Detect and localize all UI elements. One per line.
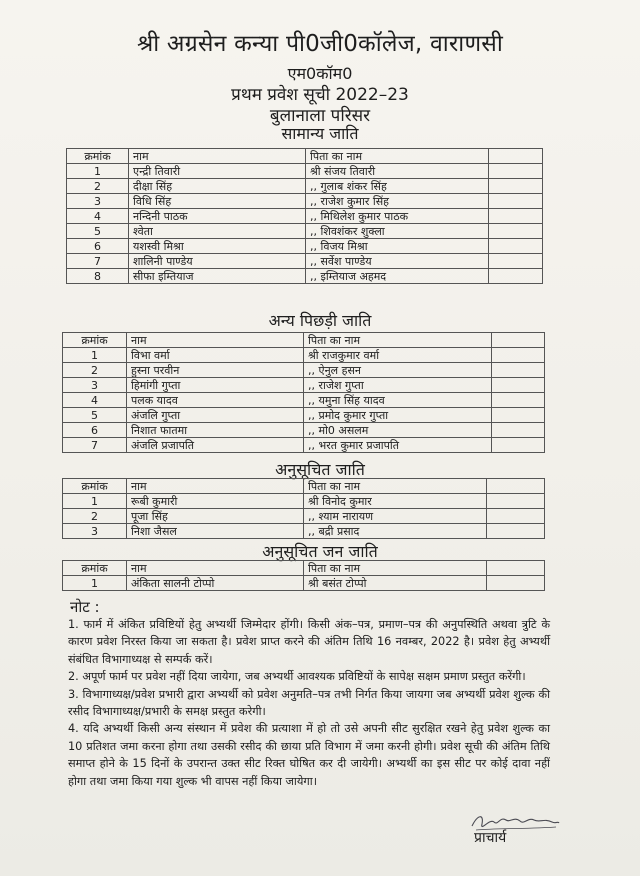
- col-name: नाम: [127, 561, 304, 576]
- name-cell: अंजलि गुप्ता: [127, 408, 304, 423]
- name-cell: एन्द्री तिवारी: [129, 164, 306, 179]
- serial-cell: 7: [63, 438, 127, 453]
- table-row: [67, 269, 543, 284]
- name-cell: निशा जैसल: [127, 524, 304, 539]
- college-name: श्री अग्रसेन कन्या पी0जी0कॉलेज, वाराणसी: [136, 31, 504, 57]
- table-row: [63, 438, 545, 453]
- name-cell: अंजलि प्रजापति: [127, 438, 304, 453]
- table-row: [63, 494, 545, 509]
- col-name: नाम: [129, 149, 306, 164]
- col-blank: [487, 561, 545, 576]
- col-father: पिता का नाम: [306, 149, 489, 164]
- serial-cell: 2: [63, 509, 127, 524]
- name-cell: शालिनी पाण्डेय: [129, 254, 306, 269]
- blank-cell: [487, 494, 545, 509]
- table-row: [67, 179, 543, 194]
- father-cell: ,, भरत कुमार प्रजापति: [304, 438, 492, 453]
- serial-cell: 7: [67, 254, 129, 269]
- blank-cell: [492, 408, 545, 423]
- campus-name: बुलानाला परिसर: [269, 106, 371, 126]
- blank-cell: [492, 393, 545, 408]
- col-serial: क्रमांक: [63, 333, 127, 348]
- table-row: [63, 348, 545, 363]
- table-row: [63, 423, 545, 438]
- name-cell: हुस्ना परवीन: [127, 363, 304, 378]
- course-name: एम0कॉम0: [287, 64, 353, 83]
- table-row: [67, 164, 543, 179]
- serial-cell: 2: [67, 179, 129, 194]
- table-row: [63, 408, 545, 423]
- name-cell: हिमांगी गुप्ता: [127, 378, 304, 393]
- section-title-sc: अनुसूचित जाति: [275, 460, 365, 479]
- section-title-general: सामान्य जाति: [281, 124, 359, 143]
- blank-cell: [489, 194, 543, 209]
- table-row: [63, 378, 545, 393]
- col-blank: [487, 479, 545, 494]
- name-cell: सीफा इम्तियाज: [129, 269, 306, 284]
- col-name: नाम: [127, 333, 304, 348]
- blank-cell: [492, 423, 545, 438]
- col-name: नाम: [127, 479, 304, 494]
- father-cell: ,, मिथिलेश कुमार पाठक: [306, 209, 489, 224]
- admission-table-sc: [62, 478, 545, 539]
- table-row: [67, 224, 543, 239]
- admission-table-general: [66, 148, 543, 284]
- table-header-row: [67, 149, 543, 164]
- table-header-row: [63, 333, 545, 348]
- col-serial: क्रमांक: [63, 561, 127, 576]
- blank-cell: [492, 378, 545, 393]
- father-cell: ,, श्याम नारायण: [304, 509, 487, 524]
- father-cell: श्री राजकुमार वर्मा: [304, 348, 492, 363]
- table-header-row: [63, 479, 545, 494]
- name-cell: विधि सिंह: [129, 194, 306, 209]
- father-cell: ,, विजय मिश्रा: [306, 239, 489, 254]
- admission-table-st: [62, 560, 545, 591]
- serial-cell: 6: [67, 239, 129, 254]
- serial-cell: 5: [67, 224, 129, 239]
- col-father: पिता का नाम: [304, 333, 492, 348]
- serial-cell: 6: [63, 423, 127, 438]
- name-cell: श्वेता: [129, 224, 306, 239]
- serial-cell: 3: [63, 524, 127, 539]
- father-cell: ,, सर्वेश पाण्डेय: [306, 254, 489, 269]
- note-item: 1. फार्म में अंकित प्रविष्टियों हेतु अभ्यर्थी जिम्मेदार होंगी। किसी अंक–पत्र, प्रमाण–पत्र की अनुपस्थिति अथवा त्रुटि के कारण प्रवेश निरस्त किया जा सकता है। प्रवेश प्राप्त करने की अंतिम तिथि 16 नवम्बर, 2022 है। प्रवेश हेतु अभ्यर्थी संबंधित विभागाध्यक्ष से सम्पर्क करें।: [68, 618, 550, 666]
- blank-cell: [492, 438, 545, 453]
- blank-cell: [489, 254, 543, 269]
- father-cell: श्री संजय तिवारी: [306, 164, 489, 179]
- blank-cell: [489, 269, 543, 284]
- serial-cell: 3: [63, 378, 127, 393]
- col-serial: क्रमांक: [67, 149, 129, 164]
- serial-cell: 5: [63, 408, 127, 423]
- list-title: प्रथम प्रवेश सूची 2022–23: [231, 85, 409, 105]
- notes-heading: नोट :: [70, 598, 100, 616]
- serial-cell: 3: [67, 194, 129, 209]
- blank-cell: [487, 524, 545, 539]
- blank-cell: [489, 164, 543, 179]
- blank-cell: [489, 179, 543, 194]
- father-cell: ,, प्रमोद कुमार गुप्ता: [304, 408, 492, 423]
- admission-table-obc: [62, 332, 545, 453]
- section-title-obc: अन्य पिछड़ी जाति: [268, 311, 372, 330]
- father-cell: ,, राजेश गुप्ता: [304, 378, 492, 393]
- table-row: [63, 576, 545, 591]
- father-cell: ,, गुलाब शंकर सिंह: [306, 179, 489, 194]
- serial-cell: 4: [63, 393, 127, 408]
- name-cell: निशात फातमा: [127, 423, 304, 438]
- note-item: 4. यदि अभ्यर्थी किसी अन्य संस्थान में प्रवेश की प्रत्याशा में हो तो उसे अपनी सीट सुरक्षित रखने हेतु प्रवेश शुल्क का 10 प्रतिशत जमा करना होगा तथा उसकी रसीद की छाया प्रति विभाग में जमा करनी होगी। प्रवेश सूची की अंतिम तिथि समाप्त होने के 15 दिनों के उपरान्त उक्त सीट रिक्त घोषित कर दी जायेगी। अभ्यर्थी का इस सीट पर कोई दावा नहीं होगा तथा जमा किया गया शुल्क भी वापस नहीं किया जायेगा।: [68, 722, 550, 788]
- father-cell: ,, बद्री प्रसाद: [304, 524, 487, 539]
- col-blank: [489, 149, 543, 164]
- father-cell: श्री विनोद कुमार: [304, 494, 487, 509]
- name-cell: पलक यादव: [127, 393, 304, 408]
- father-cell: श्री बसंत टोप्पो: [304, 576, 487, 591]
- blank-cell: [489, 239, 543, 254]
- blank-cell: [489, 209, 543, 224]
- name-cell: पूजा सिंह: [127, 509, 304, 524]
- table-row: [63, 393, 545, 408]
- father-cell: ,, यमुना सिंह यादव: [304, 393, 492, 408]
- name-cell: दीक्षा सिंह: [129, 179, 306, 194]
- col-blank: [492, 333, 545, 348]
- serial-cell: 1: [63, 494, 127, 509]
- principal-designation: प्राचार्य: [474, 830, 507, 846]
- blank-cell: [492, 348, 545, 363]
- table-row: [63, 363, 545, 378]
- blank-cell: [489, 224, 543, 239]
- table-row: [67, 239, 543, 254]
- serial-cell: 8: [67, 269, 129, 284]
- table-row: [63, 509, 545, 524]
- table-header-row: [63, 561, 545, 576]
- notes-block: [68, 616, 550, 790]
- note-item: 2. अपूर्ण फार्म पर प्रवेश नहीं दिया जायेगा, जब अभ्यर्थी आवश्यक प्रविष्टियों के सापेक्ष सक्षम प्रमाण प्रस्तुत करेंगी।: [68, 670, 526, 684]
- father-cell: ,, शिवशंकर शुक्ला: [306, 224, 489, 239]
- name-cell: विभा वर्मा: [127, 348, 304, 363]
- table-row: [67, 254, 543, 269]
- father-cell: ,, राजेश कुमार सिंह: [306, 194, 489, 209]
- father-cell: ,, इम्तियाज अहमद: [306, 269, 489, 284]
- blank-cell: [492, 363, 545, 378]
- serial-cell: 1: [63, 348, 127, 363]
- note-item: 3. विभागाध्यक्ष/प्रवेश प्रभारी द्वारा अभ्यर्थी को प्रवेश अनुमति–पत्र तभी निर्गत किया जायगा जब अभ्यर्थी प्रवेश शुल्क की रसीद विभागाध्यक्ष/प्रभारी के समक्ष प्रस्तुत करेगी।: [68, 687, 550, 719]
- father-cell: ,, ऐनुल हसन: [304, 363, 492, 378]
- father-cell: ,, मो0 असलम: [304, 423, 492, 438]
- serial-cell: 1: [67, 164, 129, 179]
- serial-cell: 1: [63, 576, 127, 591]
- name-cell: नन्दिनी पाठक: [129, 209, 306, 224]
- name-cell: रूबी कुमारी: [127, 494, 304, 509]
- col-father: पिता का नाम: [304, 479, 487, 494]
- serial-cell: 4: [67, 209, 129, 224]
- name-cell: यशस्वी मिश्रा: [129, 239, 306, 254]
- table-row: [67, 209, 543, 224]
- serial-cell: 2: [63, 363, 127, 378]
- table-row: [63, 524, 545, 539]
- col-father: पिता का नाम: [304, 561, 487, 576]
- name-cell: अंकिता सालनी टोप्पो: [127, 576, 304, 591]
- section-title-st: अनुसूचित जन जाति: [262, 542, 378, 561]
- blank-cell: [487, 576, 545, 591]
- col-serial: क्रमांक: [63, 479, 127, 494]
- blank-cell: [487, 509, 545, 524]
- table-row: [67, 194, 543, 209]
